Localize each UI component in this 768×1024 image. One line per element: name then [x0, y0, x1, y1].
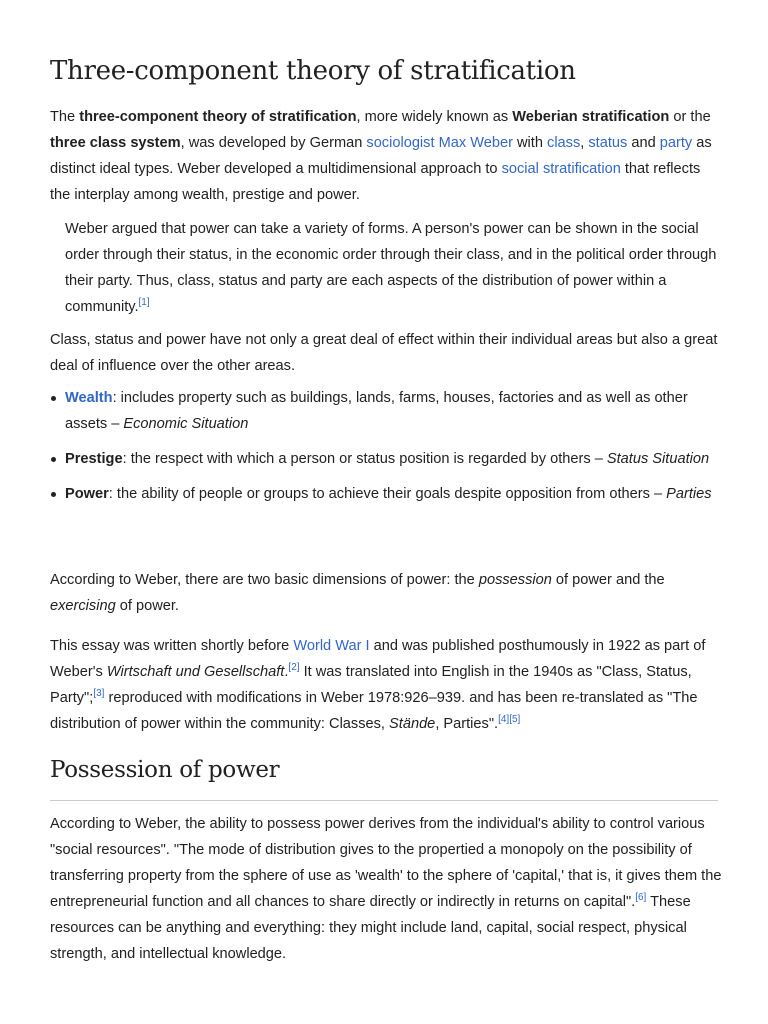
text: of power.	[115, 598, 179, 614]
text: , more widely known as	[356, 109, 513, 125]
text: or the	[669, 109, 711, 125]
list-item-wealth	[50, 385, 722, 437]
bold-term: three-component theory of stratification	[79, 109, 357, 125]
section-divider	[50, 800, 718, 801]
text: with	[512, 135, 548, 151]
text: and was published posthumously in 1922 as part of Weber's	[50, 638, 706, 680]
italic-title: Wirtschaft und Gesellschaft	[106, 664, 285, 680]
text: as distinct ideal types. Weber developed a multidimensional approach to	[50, 135, 712, 177]
quote-text: Weber argued that power can take a variety of forms. A person's power can be shown in the social order through their status, in the economic order through their class, and in the political order through their party. Thus, class, status and party are each aspects of the distribution of power within a community.	[65, 221, 717, 315]
italic-term: Stände	[389, 716, 436, 732]
text: and	[627, 135, 660, 151]
list-item-prestige	[50, 446, 722, 472]
list-item-situation: Status Situation	[606, 451, 710, 467]
paragraph-possession	[50, 811, 722, 967]
reference-link-6[interactable]: [6]	[635, 892, 647, 904]
text: It was translated into English in the 1940s as "Class, Status, Party";	[50, 664, 692, 706]
paragraph-influence: Class, status and power have not only a great deal of effect within their individual areas but also a great deal of influence over the other areas.	[50, 332, 718, 374]
block-quote	[65, 216, 725, 320]
reference-link-4[interactable]: [4]	[498, 714, 510, 726]
components-list	[50, 385, 722, 507]
text: of power and the	[551, 572, 665, 588]
paragraph-dimensions	[50, 567, 722, 619]
section-heading-possession: Possession of power	[50, 757, 280, 783]
text: , Parties".	[435, 716, 499, 732]
text: that reflects the interplay among wealth, prestige and power.	[50, 161, 701, 203]
list-item-situation: Economic Situation	[123, 416, 249, 432]
link-class[interactable]: class	[547, 135, 581, 151]
text: ,	[580, 135, 589, 151]
reference-link-3[interactable]: [3]	[93, 688, 105, 700]
bold-term: three class system	[50, 135, 181, 151]
list-item-term: Power	[65, 486, 109, 502]
list-item-desc: : the respect with which a person or status position is regarded by others –	[122, 451, 607, 467]
text: According to Weber, the ability to possess power derives from the individual's ability to control various "social resources". "The mode of distribution gives to the propertied a monopoly on the possibility of transferring property from the sphere of use as 'wealth' to the sphere of 'capital,' that is, it gives them the entrepreneurial function and all chances to share directly or indirectly in returns on capital".	[50, 816, 722, 910]
list-item-situation: Parties	[666, 486, 712, 502]
list-item-desc: : includes property such as buildings, lands, farms, houses, factories and as well as other assets –	[65, 390, 688, 432]
link-wealth[interactable]: Wealth	[65, 390, 113, 406]
text: The	[50, 109, 80, 125]
link-party[interactable]: party	[659, 135, 693, 151]
reference-link-5[interactable]: [5]	[509, 714, 521, 726]
reference-link-1[interactable]: [1]	[138, 297, 150, 309]
link-sociologist[interactable]: sociologist	[366, 135, 435, 151]
reference-link-2[interactable]: [2]	[288, 662, 300, 674]
text: According to Weber, there are two basic dimensions of power: the	[50, 572, 479, 588]
text: , was developed by German	[180, 135, 367, 151]
link-status[interactable]: status	[588, 135, 628, 151]
link-max-weber[interactable]: Max Weber	[438, 135, 513, 151]
text: These resources can be anything and everything: they might include land, capital, social respect, physical strength, and intellectual knowledge.	[50, 894, 691, 962]
text: reproduced with modifications in Weber 1978:926–939. and has been re-translated as "The distribution of power within the community: Classes,	[50, 690, 698, 732]
italic-term: possession	[478, 572, 552, 588]
italic-term: exercising	[50, 598, 116, 614]
bold-term: Weberian stratification	[512, 109, 670, 125]
list-item-desc: : the ability of people or groups to achieve their goals despite opposition from others –	[108, 486, 667, 502]
list-item-power	[50, 481, 722, 507]
text: This essay was written shortly before	[50, 638, 294, 654]
page-title: Three-component theory of stratification	[50, 56, 576, 86]
intro-paragraph	[50, 104, 722, 208]
text: .	[284, 664, 289, 680]
link-world-war-i[interactable]: World War I	[293, 638, 370, 654]
link-social-stratification[interactable]: social stratification	[501, 161, 621, 177]
paragraph-essay	[50, 633, 722, 737]
list-item-term: Prestige	[65, 451, 123, 467]
